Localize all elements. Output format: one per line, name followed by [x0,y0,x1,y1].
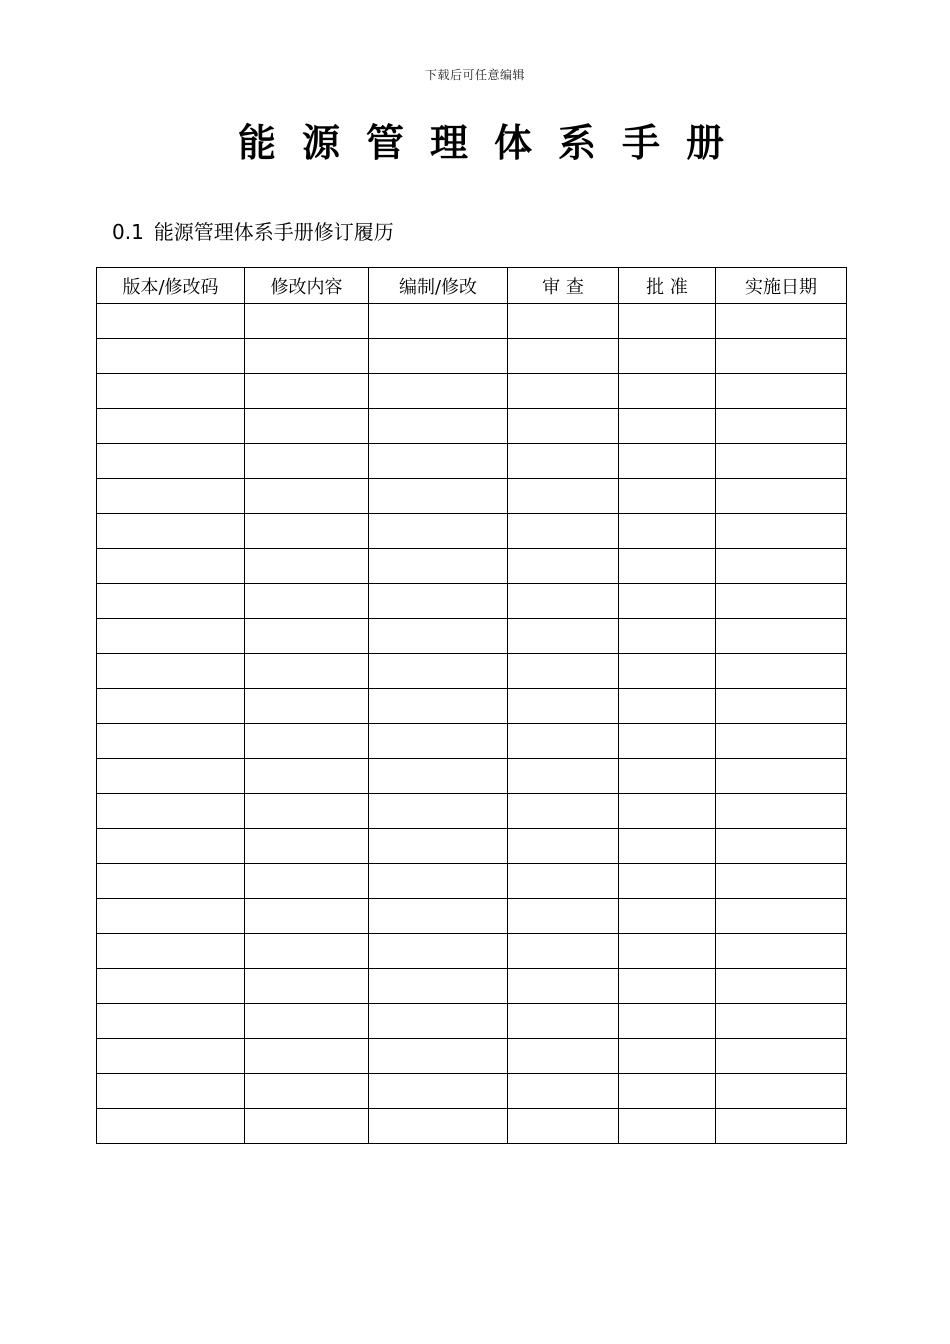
table-cell-version[interactable] [97,1004,245,1039]
table-cell-editor[interactable] [369,899,508,934]
table-cell-date[interactable] [716,619,847,654]
table-cell-version[interactable] [97,759,245,794]
table-cell-version[interactable] [97,829,245,864]
table-cell-date[interactable] [716,514,847,549]
table-row [97,304,847,339]
table-cell-review[interactable] [508,409,619,444]
table-cell-content[interactable] [245,969,369,1004]
table-cell-content[interactable] [245,1074,369,1109]
table-cell-content[interactable] [245,899,369,934]
table-cell-date[interactable] [716,759,847,794]
table-cell-content[interactable] [245,1109,369,1144]
table-cell-approve[interactable] [619,794,716,829]
table-cell-approve[interactable] [619,864,716,899]
table-row [97,1039,847,1074]
table-cell-content[interactable] [245,934,369,969]
table-cell-content[interactable] [245,759,369,794]
table-cell-content[interactable] [245,374,369,409]
table-cell-content[interactable] [245,1039,369,1074]
table-cell-editor[interactable] [369,794,508,829]
table-cell-editor[interactable] [369,969,508,1004]
table-row [97,794,847,829]
table-cell-date[interactable] [716,1109,847,1144]
table-cell-editor[interactable] [369,514,508,549]
table-cell-editor[interactable] [369,934,508,969]
table-cell-editor[interactable] [369,409,508,444]
table-row [97,1074,847,1109]
header-note: 下载后可任意编辑 [424,68,525,82]
table-cell-review[interactable] [508,514,619,549]
table-cell-content[interactable] [245,829,369,864]
table-row [97,1004,847,1039]
table-cell-content[interactable] [245,1004,369,1039]
table-cell-editor[interactable] [369,584,508,619]
table-cell-editor[interactable] [369,1074,508,1109]
table-cell-version[interactable] [97,899,245,934]
table-cell-approve[interactable] [619,969,716,1004]
table-cell-content[interactable] [245,619,369,654]
table-cell-date[interactable] [716,934,847,969]
table-cell-date[interactable] [716,899,847,934]
table-cell-content[interactable] [245,584,369,619]
table-cell-date[interactable] [716,374,847,409]
table-cell-approve[interactable] [619,409,716,444]
table-cell-review[interactable] [508,584,619,619]
table-cell-review[interactable] [508,479,619,514]
table-cell-editor[interactable] [369,339,508,374]
table-cell-editor[interactable] [369,654,508,689]
table-cell-content[interactable] [245,409,369,444]
table-cell-date[interactable] [716,304,847,339]
table-cell-review[interactable] [508,374,619,409]
table-cell-date[interactable] [716,1004,847,1039]
table-header-row [97,268,847,304]
table-cell-review[interactable] [508,1074,619,1109]
table-cell-content[interactable] [245,794,369,829]
table-cell-review[interactable] [508,794,619,829]
table-row [97,654,847,689]
table-cell-review[interactable] [508,899,619,934]
table-cell-approve[interactable] [619,689,716,724]
table-cell-version[interactable] [97,374,245,409]
table-cell-date[interactable] [716,829,847,864]
table-cell-content[interactable] [245,724,369,759]
table-cell-approve[interactable] [619,899,716,934]
table-cell-content[interactable] [245,514,369,549]
table-cell-editor[interactable] [369,1004,508,1039]
table-cell-date[interactable] [716,339,847,374]
column-header-date: 实施日期 [716,268,847,304]
table-cell-review[interactable] [508,759,619,794]
table-cell-version[interactable] [97,584,245,619]
column-header-review: 审 查 [508,268,619,304]
table-cell-approve[interactable] [619,374,716,409]
table-cell-approve[interactable] [619,304,716,339]
table-cell-version[interactable] [97,549,245,584]
table-cell-content[interactable] [245,304,369,339]
table-cell-approve[interactable] [619,339,716,374]
table-cell-content[interactable] [245,339,369,374]
table-cell-review[interactable] [508,1039,619,1074]
table-row [97,829,847,864]
table-cell-date[interactable] [716,864,847,899]
table-cell-editor[interactable] [369,1109,508,1144]
table-row [97,899,847,934]
table-row [97,724,847,759]
table-cell-date[interactable] [716,444,847,479]
table-cell-version[interactable] [97,619,245,654]
section-title: 能源管理体系手册修订履历 [153,220,394,244]
table-cell-review[interactable] [508,829,619,864]
table-cell-version[interactable] [97,514,245,549]
table-cell-approve[interactable] [619,934,716,969]
table-cell-review[interactable] [508,724,619,759]
table-cell-editor[interactable] [369,724,508,759]
table-cell-approve[interactable] [619,1039,716,1074]
table-cell-approve[interactable] [619,724,716,759]
table-row [97,339,847,374]
table-cell-approve[interactable] [619,444,716,479]
table-row [97,549,847,584]
table-cell-review[interactable] [508,339,619,374]
table-row [97,969,847,1004]
table-cell-content[interactable] [245,479,369,514]
table-cell-version[interactable] [97,339,245,374]
table-cell-date[interactable] [716,689,847,724]
table-cell-editor[interactable] [369,304,508,339]
table-row [97,584,847,619]
table-cell-content[interactable] [245,689,369,724]
table-cell-approve[interactable] [619,549,716,584]
table-cell-date[interactable] [716,549,847,584]
table-body [97,304,847,1144]
column-header-version: 版本/修改码 [97,268,245,304]
table-cell-review[interactable] [508,654,619,689]
table-cell-approve[interactable] [619,479,716,514]
table-cell-review[interactable] [508,864,619,899]
table-cell-date[interactable] [716,654,847,689]
column-header-approve: 批 准 [619,268,716,304]
column-header-editor: 编制/修改 [369,268,508,304]
table-row [97,409,847,444]
table-cell-review[interactable] [508,619,619,654]
table-row [97,1109,847,1144]
column-header-content: 修改内容 [245,268,369,304]
table-row [97,619,847,654]
table-cell-approve[interactable] [619,829,716,864]
table-cell-date[interactable] [716,969,847,1004]
revision-history-table [96,267,847,1144]
table-row [97,479,847,514]
table-cell-version[interactable] [97,864,245,899]
table-cell-content[interactable] [245,444,369,479]
table-row [97,864,847,899]
table-cell-version[interactable] [97,724,245,759]
table-cell-content[interactable] [245,654,369,689]
table-cell-version[interactable] [97,304,245,339]
table-cell-date[interactable] [716,1074,847,1109]
table-cell-version[interactable] [97,479,245,514]
table-cell-approve[interactable] [619,759,716,794]
table-cell-version[interactable] [97,654,245,689]
table-cell-date[interactable] [716,584,847,619]
table-cell-approve[interactable] [619,514,716,549]
table-cell-version[interactable] [97,969,245,1004]
table-row [97,934,847,969]
table-cell-review[interactable] [508,969,619,1004]
table-cell-editor[interactable] [369,549,508,584]
table-cell-version[interactable] [97,1109,245,1144]
table-cell-version[interactable] [97,1039,245,1074]
table-row [97,759,847,794]
table-cell-version[interactable] [97,794,245,829]
table-cell-version[interactable] [97,409,245,444]
table-cell-date[interactable] [716,409,847,444]
table-cell-version[interactable] [97,934,245,969]
table-cell-date[interactable] [716,1039,847,1074]
table-row [97,444,847,479]
table-cell-approve[interactable] [619,619,716,654]
table-row [97,374,847,409]
table-cell-review[interactable] [508,444,619,479]
table-cell-editor[interactable] [369,444,508,479]
table-cell-approve[interactable] [619,1004,716,1039]
table-cell-approve[interactable] [619,1109,716,1144]
table-cell-date[interactable] [716,479,847,514]
table-cell-editor[interactable] [369,759,508,794]
table-cell-approve[interactable] [619,654,716,689]
table-cell-date[interactable] [716,794,847,829]
table-row [97,689,847,724]
table-cell-content[interactable] [245,549,369,584]
table-cell-content[interactable] [245,864,369,899]
table-cell-editor[interactable] [369,619,508,654]
table-cell-version[interactable] [97,1074,245,1109]
section-number: 0.1 [112,220,144,244]
table-cell-review[interactable] [508,549,619,584]
document-title: 能源管理体系手册 [237,120,750,165]
table-cell-version[interactable] [97,689,245,724]
table-cell-editor[interactable] [369,689,508,724]
section-heading [112,218,394,246]
table-cell-editor[interactable] [369,374,508,409]
table-cell-editor[interactable] [369,864,508,899]
table-cell-approve[interactable] [619,1074,716,1109]
table-cell-review[interactable] [508,689,619,724]
table-cell-editor[interactable] [369,479,508,514]
table-cell-version[interactable] [97,444,245,479]
table-cell-review[interactable] [508,304,619,339]
table-cell-review[interactable] [508,1004,619,1039]
table-cell-editor[interactable] [369,829,508,864]
table-cell-date[interactable] [716,724,847,759]
table-cell-editor[interactable] [369,1039,508,1074]
table-cell-approve[interactable] [619,584,716,619]
table-row [97,514,847,549]
table-cell-review[interactable] [508,1109,619,1144]
table-cell-review[interactable] [508,934,619,969]
